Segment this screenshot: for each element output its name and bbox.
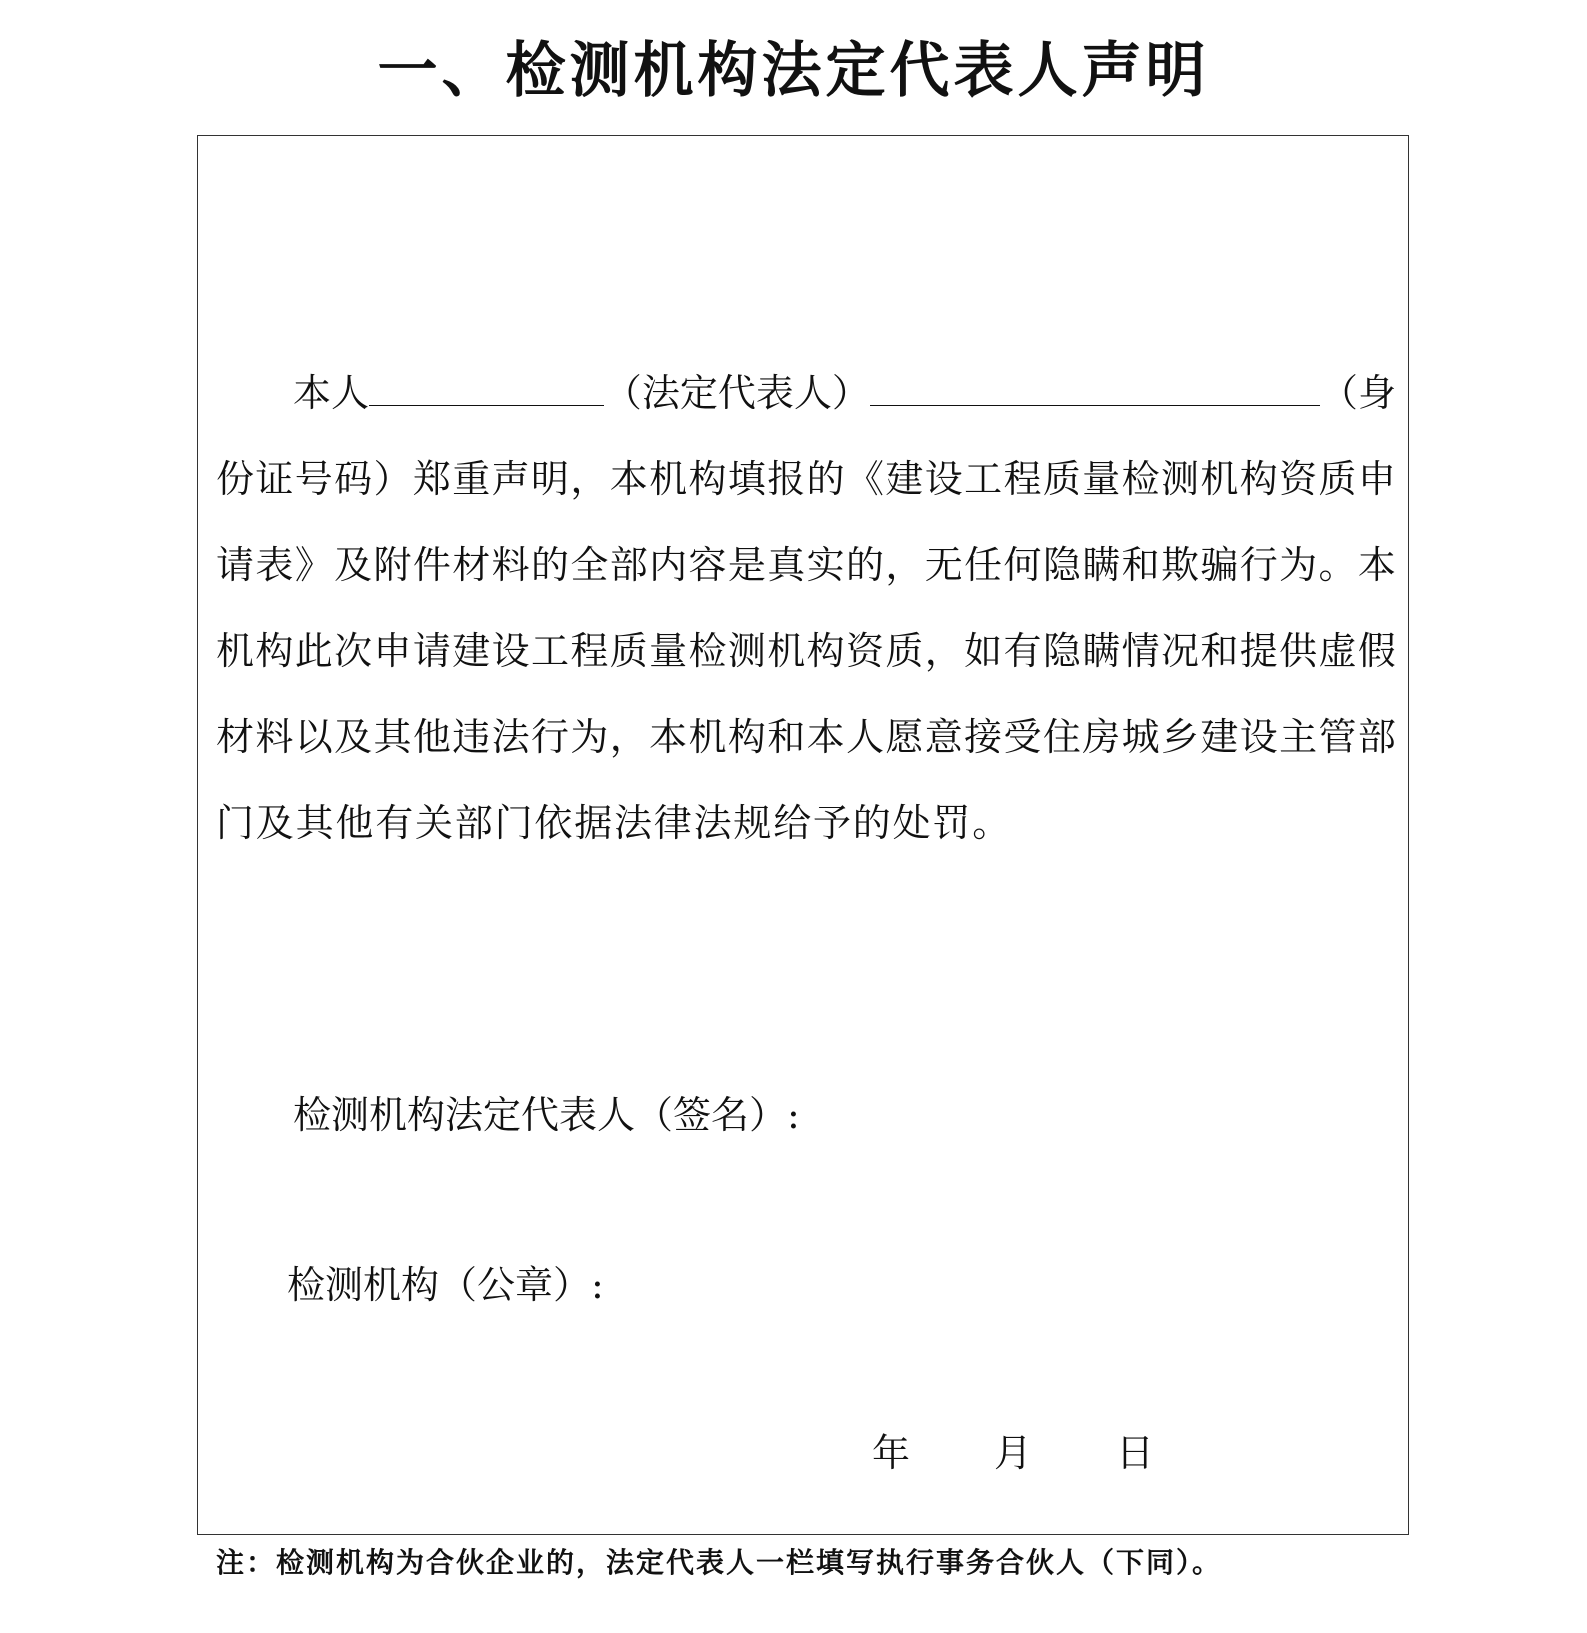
- page-title: 一、检测机构法定代表人声明: [377, 36, 1210, 106]
- representative-signature-label: 检测机构法定代表人（签名）:: [293, 1093, 800, 1137]
- date-month-label: 月: [994, 1431, 1033, 1475]
- declaration-prefix: 本人: [293, 371, 370, 415]
- date-line: [872, 1428, 1154, 1478]
- declaration-line-5: 材 料 以 及 其 他 违 法 行 为 ， 本 机 构 和 本 人 愿 意 接 受 住 房 城 乡 建 设 主 管 部: [216, 715, 1396, 759]
- declaration-body: [216, 350, 1396, 866]
- declaration-id-label-start: （身: [1319, 371, 1396, 415]
- declaration-line-3: 请 表 》 及 附 件 材 料 的 全 部 内 容 是 真 实 的 ， 无 任 何 隐 瞒 和 欺 骗 行 为 。 本: [216, 543, 1396, 587]
- declaration-line-1: [216, 350, 1396, 436]
- id-number-blank[interactable]: [870, 369, 1320, 406]
- date-day-label: 日: [1116, 1431, 1155, 1475]
- declaration-line-6: 门及其他有关部门依据法律法规给予的处罚。: [216, 801, 1013, 845]
- date-year-label: 年: [872, 1431, 911, 1475]
- institution-seal-label: 检测机构（公章）:: [287, 1263, 604, 1307]
- declaration-legal-rep-label: （法定代表人）: [603, 371, 870, 415]
- declaration-line-2: 份 证 号 码 ） 郑 重 声 明 ， 本 机 构 填 报 的 《 建 设 工 程 质 量 检 测 机 构 资 质 申: [216, 457, 1396, 501]
- footnote: 注：检测机构为合伙企业的，法定代表人一栏填写执行事务合伙人（下同）。: [216, 1546, 1223, 1579]
- declaration-line-4: 机 构 此 次 申 请 建 设 工 程 质 量 检 测 机 构 资 质 ， 如 有 隐 瞒 情 况 和 提 供 虚 假: [216, 629, 1396, 673]
- representative-name-blank[interactable]: [369, 369, 604, 406]
